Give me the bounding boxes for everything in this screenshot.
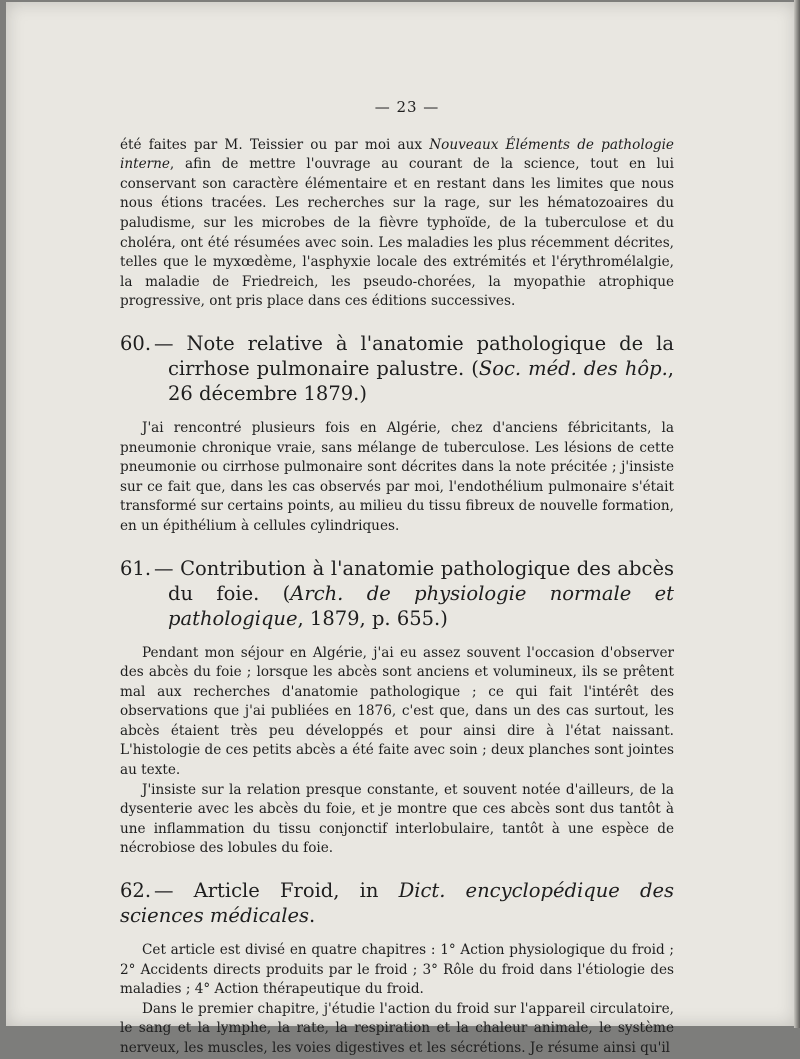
intro-book-title: Nouveaux Éléments de pathologie interne [120,136,674,173]
section-61-paragraph-1: Pendant mon séjour en Algérie, j'ai eu assez souvent l'occasion d'observer des abcès du foie ; lorsque les abcès sont anciens et volumineux, ils se prêtent mal aux recherches d'anatomie pathologique ; ce qui fait l'intérêt des observations que j'ai publiées en 1876, c'est que, dans un des cas surtout, les abcès étaient très peu développés et pour ainsi dire à l'état naissant. L'histologie de ces petits abcès a été faite avec soin ; deux planches sont jointes au texte. [120,644,674,779]
section-62-end: . [309,904,316,928]
section-61-number: 61. [120,556,152,580]
section-60-heading [120,331,674,406]
section-61-title: — Contribution à l'anatomie pathologique des abcès du foie. ( [154,556,674,605]
intro-paragraph [120,136,674,312]
section-62-heading [120,878,674,928]
section-61-source: Arch. de physiologie normale et pathologique [168,581,674,630]
section-62-source: Dict. encyclopédique des sciences médicales [120,879,674,928]
intro-text-a: été faites par M. Teissier ou par moi aux [120,136,430,153]
section-60-date: , 26 décembre 1879.) [168,356,674,405]
section-60-title: — Note relative à l'anatomie pathologique de la cirrhose pulmonaire palustre. ( [154,331,674,380]
section-62-number: 62. [120,879,152,903]
intro-text-b: , afin de mettre l'ouvrage au courant de la science, tout en lui conservant son caractère élémentaire et en restant dans les limites que nous nous étions tracées. Les recherches sur la rage, sur les hématozoaires du paludisme, sur les microbes de la fièvre typhoïde, de la tuberculose et du choléra, ont été résumées avec soin. Les maladies les plus récemment décrites, telles que le myxœdème, l'asphyxie locale des extrémités et l'érythromélalgie, la maladie de Friedreich, les pseudo-chorées, la myopathie atrophique progressive, ont pris place dans ces éditions successives. [120,156,674,310]
book-page [6,2,796,1056]
section-60-source: Soc. méd. des hôp. [478,356,668,380]
section-61-heading [120,556,674,631]
section-62-title: — Article Froid, in [154,879,399,903]
section-62-paragraph-2: Dans le premier chapitre, j'étudie l'action du froid sur l'appareil circulatoire, le sang et la lymphe, la rate, la respiration et la chaleur animale, le système nerveux, les muscles, les voies digestives et les sécrétions. Je résume ainsi qu'il [120,1000,674,1056]
page-number: — 23 — [374,98,440,116]
section-61-date: , 1879, p. 655.) [297,606,448,630]
page-content [120,98,674,1059]
scan-edge [794,0,800,1028]
section-62-paragraph-1: Cet article est divisé en quatre chapitres : 1° Action physiologique du froid ; 2° Accidents directs produits par le froid ; 3° Rôle du froid dans l'étiologie des maladies ; 4° Action thérapeutique du froid. [120,942,674,998]
section-60-number: 60. [120,331,152,355]
section-61-paragraph-2: J'insiste sur la relation presque constante, et souvent notée d'ailleurs, de la dysenterie avec les abcès du foie, et je montre que ces abcès sont dus tantôt à une inflammation du tissu conjonctif interlobulaire, tantôt à une espèce de nécrobiose des lobules du foie. [120,781,674,857]
section-60-paragraph: J'ai rencontré plusieurs fois en Algérie, chez d'anciens fébricitants, la pneumonie chronique vraie, sans mélange de tuberculose. Les lésions de cette pneumonie ou cirrhose pulmonaire sont décrites dans la note précitée ; j'insiste sur ce fait que, dans les cas observés par moi, l'endothélium pulmonaire s'était transformé sur certains points, au milieu du tissu fibreux de nouvelle formation, en un épithélium à cellules cylindriques. [120,419,674,534]
